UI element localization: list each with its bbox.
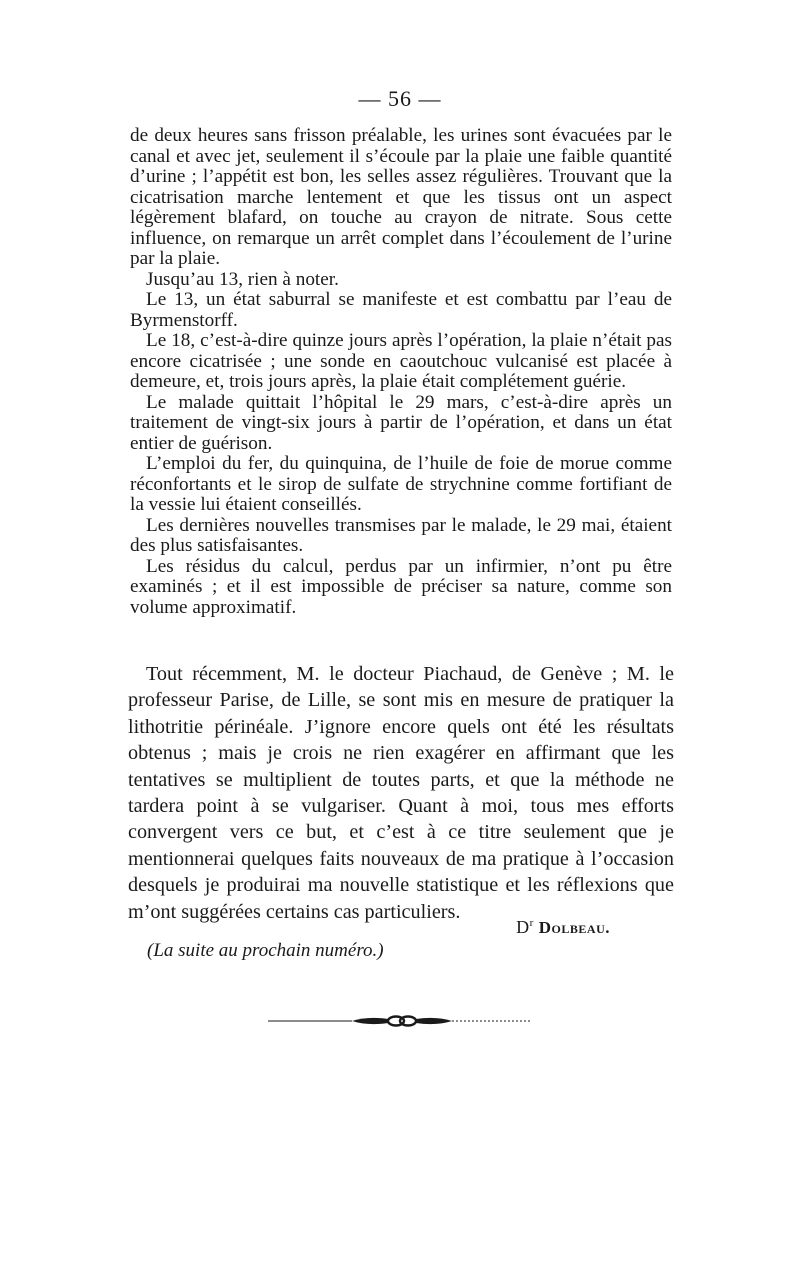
paragraph: de deux heures sans frisson préalable, les urines sont évacuées par le canal et avec jet, seulement il s’écoule par la plaie une faible quantité d’urine ; l’appétit est bon, les selles assez régulières. Trouvant que la cicatrisation marche lentement et que les tissus ont un aspect légèrement blafard, on touche au crayon de nitrate. Sous cette influence, on remarque un arrêt complet dans l’écoulement de l’urine par la plaie. xyxy=(130,125,672,269)
paragraph: Le 13, un état saburral se manifeste et est combattu par l’eau de Byrmenstorff. xyxy=(130,289,672,331)
closing-text xyxy=(128,661,674,925)
paragraph: Le 18, c’est-à-dire quinze jours après l’opération, la plaie n’était pas encore cicatrisée ; une sonde en caoutchouc vulcanisé est placée à demeure, et, trois jours après, la plaie était complétement guérie. xyxy=(130,330,672,392)
paragraph: Les dernières nouvelles transmises par le malade, le 29 mai, étaient des plus satisfaisantes. xyxy=(130,514,672,556)
paragraph: L’emploi du fer, du quinquina, de l’huile de foie de morue comme réconfortants et le sirop de sulfate de strychnine comme fortifiant de la vessie lui étaient conseillés. xyxy=(130,453,672,515)
signature-title: D xyxy=(516,917,530,937)
signature-title-superscript: r xyxy=(529,917,534,929)
paragraph: Jusqu’au 13, rien à noter. xyxy=(146,268,339,290)
paragraph: Les résidus du calcul, perdus par un infirmier, n’ont pu être examinés ; et il est impossible de préciser sa nature, comme son volume approximatif. xyxy=(130,555,672,618)
paragraph: Le malade quittait l’hôpital le 29 mars, c’est-à-dire après un traitement de vingt-six jours à partir de l’opération, et dans un état entier de guérison. xyxy=(130,391,672,454)
case-report-text xyxy=(130,126,672,618)
author-signature xyxy=(516,917,610,938)
closing-paragraph: Tout récemment, M. le docteur Piachaud, de Genève ; M. le professeur Parise, de Lille, se sont mis en mesure de pratiquer la lithotritie périnéale. J’ignore encore quels ont été les résultats obtenus ; mais je crois ne rien exagérer en affirmant que les tentatives se multiplient de toutes parts, et que la méthode ne tardera point à se vulgariser. Quant à moi, tous mes efforts convergent vers ce but, et c’est à ce titre seulement que je mentionnerai quelques faits nouveaux de ma pratique à l’occasion desquels je produirai ma nouvelle statistique et les réflexions que m’ont suggérées certains cas particuliers. xyxy=(128,663,674,923)
continuation-note: (La suite au prochain numéro.) xyxy=(147,940,384,961)
signature-name: Dolbeau. xyxy=(538,918,610,937)
ornamental-rule-icon xyxy=(268,1013,532,1029)
page-number: — 56 — xyxy=(358,86,442,111)
